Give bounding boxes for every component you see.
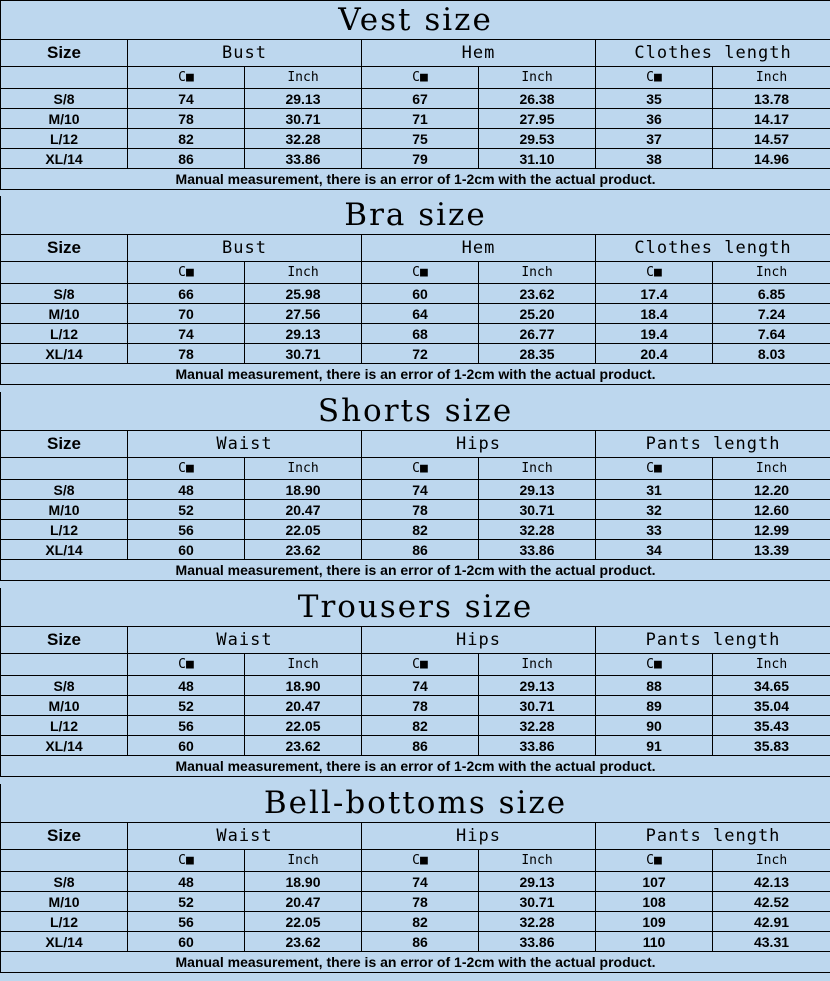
measurement-cell: 86 [362, 540, 479, 560]
table-row [1, 872, 830, 892]
measurement-cell: 78 [362, 892, 479, 912]
size-cell: L/12 [1, 912, 128, 932]
size-table [0, 392, 830, 581]
measurement-cell: 31 [596, 480, 713, 500]
measurement-cell: 48 [128, 676, 245, 696]
measurement-cell: 25.20 [479, 304, 596, 324]
measurement-group-header: Hips [362, 627, 596, 654]
measurement-cell: 38 [596, 149, 713, 169]
section-title: Shorts size [1, 392, 830, 431]
measurement-cell: 75 [362, 129, 479, 149]
measurement-cell: 78 [362, 696, 479, 716]
size-table-section [0, 0, 830, 196]
measurement-cell: 109 [596, 912, 713, 932]
unit-header: Inch [245, 654, 362, 676]
measurement-cell: 20.47 [245, 696, 362, 716]
section-title: Bell-bottoms size [1, 784, 830, 823]
section-title: Bra size [1, 196, 830, 235]
measurement-cell: 30.71 [479, 892, 596, 912]
size-cell: M/10 [1, 500, 128, 520]
measurement-cell: 78 [128, 344, 245, 364]
measurement-cell: 33.86 [479, 932, 596, 952]
measurement-cell: 12.20 [713, 480, 830, 500]
measurement-cell: 31.10 [479, 149, 596, 169]
unit-header: Inch [479, 458, 596, 480]
unit-header: Inch [479, 654, 596, 676]
table-row [1, 716, 830, 736]
measurement-cell: 23.62 [245, 736, 362, 756]
unit-header: C■ [362, 654, 479, 676]
measurement-cell: 23.62 [245, 932, 362, 952]
measurement-cell: 89 [596, 696, 713, 716]
measurement-cell: 13.39 [713, 540, 830, 560]
measurement-cell: 64 [362, 304, 479, 324]
size-unit-blank-cell [1, 850, 128, 872]
measurement-cell: 34 [596, 540, 713, 560]
size-unit-blank-cell [1, 654, 128, 676]
measurement-cell: 67 [362, 89, 479, 109]
measurement-cell: 35 [596, 89, 713, 109]
measurement-cell: 56 [128, 912, 245, 932]
table-row [1, 520, 830, 540]
measurement-group-header: Bust [128, 235, 362, 262]
size-cell: L/12 [1, 520, 128, 540]
unit-header: Inch [713, 67, 830, 89]
size-cell: S/8 [1, 480, 128, 500]
measurement-cell: 60 [362, 284, 479, 304]
measurement-note: Manual measurement, there is an error of 1-2cm with the actual product. [1, 952, 830, 973]
table-row [1, 149, 830, 169]
measurement-cell: 14.96 [713, 149, 830, 169]
measurement-cell: 29.13 [245, 89, 362, 109]
measurement-note: Manual measurement, there is an error of 1-2cm with the actual product. [1, 560, 830, 581]
section-title: Vest size [1, 1, 830, 40]
measurement-group-header: Pants length [596, 823, 830, 850]
measurement-cell: 13.78 [713, 89, 830, 109]
measurement-cell: 20.47 [245, 500, 362, 520]
measurement-cell: 18.90 [245, 480, 362, 500]
unit-header: C■ [128, 262, 245, 284]
size-table [0, 784, 830, 973]
measurement-cell: 29.13 [479, 480, 596, 500]
measurement-group-header: Hips [362, 823, 596, 850]
size-cell: XL/14 [1, 540, 128, 560]
measurement-cell: 33.86 [479, 736, 596, 756]
size-column-header: Size [1, 431, 128, 458]
section-title: Trousers size [1, 588, 830, 627]
size-cell: M/10 [1, 892, 128, 912]
table-row [1, 324, 830, 344]
size-table-section [0, 392, 830, 588]
measurement-cell: 68 [362, 324, 479, 344]
table-row [1, 500, 830, 520]
measurement-cell: 17.4 [596, 284, 713, 304]
measurement-cell: 86 [362, 932, 479, 952]
measurement-group-header: Pants length [596, 627, 830, 654]
unit-header: Inch [713, 458, 830, 480]
measurement-cell: 48 [128, 872, 245, 892]
measurement-cell: 20.47 [245, 892, 362, 912]
size-unit-blank-cell [1, 67, 128, 89]
measurement-note: Manual measurement, there is an error of 1-2cm with the actual product. [1, 756, 830, 777]
measurement-cell: 30.71 [479, 696, 596, 716]
size-cell: XL/14 [1, 932, 128, 952]
measurement-cell: 88 [596, 676, 713, 696]
size-cell: XL/14 [1, 736, 128, 756]
measurement-cell: 82 [362, 520, 479, 540]
measurement-cell: 48 [128, 480, 245, 500]
size-table [0, 588, 830, 777]
table-row [1, 129, 830, 149]
unit-header: Inch [479, 850, 596, 872]
unit-header: Inch [713, 850, 830, 872]
measurement-cell: 29.53 [479, 129, 596, 149]
measurement-cell: 7.24 [713, 304, 830, 324]
measurement-cell: 27.56 [245, 304, 362, 324]
unit-header: Inch [713, 262, 830, 284]
measurement-cell: 78 [362, 500, 479, 520]
measurement-cell: 86 [362, 736, 479, 756]
measurement-cell: 36 [596, 109, 713, 129]
size-cell: XL/14 [1, 149, 128, 169]
size-column-header: Size [1, 823, 128, 850]
measurement-cell: 108 [596, 892, 713, 912]
table-row [1, 344, 830, 364]
table-row [1, 676, 830, 696]
measurement-group-header: Waist [128, 627, 362, 654]
table-row [1, 89, 830, 109]
measurement-cell: 14.17 [713, 109, 830, 129]
unit-header: C■ [362, 67, 479, 89]
measurement-cell: 8.03 [713, 344, 830, 364]
measurement-cell: 42.91 [713, 912, 830, 932]
measurement-cell: 32.28 [479, 912, 596, 932]
size-table-section [0, 784, 830, 980]
table-row [1, 284, 830, 304]
measurement-cell: 18.4 [596, 304, 713, 324]
measurement-cell: 22.05 [245, 716, 362, 736]
unit-header: C■ [362, 458, 479, 480]
measurement-cell: 74 [128, 324, 245, 344]
measurement-cell: 70 [128, 304, 245, 324]
measurement-cell: 79 [362, 149, 479, 169]
measurement-group-header: Hem [362, 235, 596, 262]
table-row [1, 696, 830, 716]
measurement-cell: 23.62 [479, 284, 596, 304]
measurement-cell: 42.52 [713, 892, 830, 912]
unit-header: C■ [596, 654, 713, 676]
measurement-cell: 22.05 [245, 520, 362, 540]
measurement-cell: 35.83 [713, 736, 830, 756]
measurement-cell: 29.13 [245, 324, 362, 344]
size-table-section [0, 196, 830, 392]
measurement-cell: 74 [362, 480, 479, 500]
unit-header: Inch [245, 262, 362, 284]
unit-header: C■ [362, 850, 479, 872]
size-cell: XL/14 [1, 344, 128, 364]
unit-header: C■ [596, 850, 713, 872]
measurement-cell: 71 [362, 109, 479, 129]
size-cell: L/12 [1, 129, 128, 149]
measurement-cell: 26.38 [479, 89, 596, 109]
unit-header: C■ [362, 262, 479, 284]
measurement-note: Manual measurement, there is an error of 1-2cm with the actual product. [1, 169, 830, 190]
measurement-cell: 33.86 [245, 149, 362, 169]
table-row [1, 480, 830, 500]
measurement-cell: 56 [128, 520, 245, 540]
measurement-cell: 52 [128, 892, 245, 912]
measurement-cell: 23.62 [245, 540, 362, 560]
measurement-group-header: Hips [362, 431, 596, 458]
unit-header: C■ [596, 458, 713, 480]
measurement-cell: 22.05 [245, 912, 362, 932]
measurement-cell: 33.86 [479, 540, 596, 560]
measurement-cell: 74 [128, 89, 245, 109]
measurement-cell: 72 [362, 344, 479, 364]
measurement-cell: 30.71 [479, 500, 596, 520]
size-column-header: Size [1, 627, 128, 654]
measurement-note: Manual measurement, there is an error of 1-2cm with the actual product. [1, 364, 830, 385]
measurement-cell: 90 [596, 716, 713, 736]
measurement-cell: 60 [128, 736, 245, 756]
table-row [1, 892, 830, 912]
unit-header: Inch [245, 67, 362, 89]
measurement-cell: 35.43 [713, 716, 830, 736]
measurement-cell: 32 [596, 500, 713, 520]
measurement-cell: 27.95 [479, 109, 596, 129]
measurement-cell: 42.13 [713, 872, 830, 892]
size-cell: L/12 [1, 324, 128, 344]
measurement-cell: 82 [362, 912, 479, 932]
measurement-group-header: Waist [128, 823, 362, 850]
measurement-cell: 12.99 [713, 520, 830, 540]
measurement-cell: 18.90 [245, 676, 362, 696]
unit-header: C■ [128, 458, 245, 480]
measurement-cell: 107 [596, 872, 713, 892]
size-table [0, 0, 830, 190]
measurement-cell: 14.57 [713, 129, 830, 149]
measurement-cell: 18.90 [245, 872, 362, 892]
measurement-cell: 19.4 [596, 324, 713, 344]
unit-header: C■ [128, 654, 245, 676]
measurement-cell: 56 [128, 716, 245, 736]
unit-header: C■ [128, 850, 245, 872]
measurement-group-header: Clothes length [596, 40, 830, 67]
measurement-cell: 86 [128, 149, 245, 169]
measurement-cell: 7.64 [713, 324, 830, 344]
measurement-group-header: Pants length [596, 431, 830, 458]
measurement-cell: 6.85 [713, 284, 830, 304]
size-cell: S/8 [1, 676, 128, 696]
measurement-cell: 29.13 [479, 872, 596, 892]
measurement-cell: 91 [596, 736, 713, 756]
size-unit-blank-cell [1, 262, 128, 284]
measurement-cell: 74 [362, 676, 479, 696]
measurement-group-header: Hem [362, 40, 596, 67]
size-cell: S/8 [1, 872, 128, 892]
size-cell: S/8 [1, 284, 128, 304]
table-row [1, 736, 830, 756]
measurement-cell: 74 [362, 872, 479, 892]
unit-header: Inch [479, 67, 596, 89]
measurement-cell: 28.35 [479, 344, 596, 364]
size-cell: M/10 [1, 304, 128, 324]
measurement-cell: 78 [128, 109, 245, 129]
measurement-cell: 29.13 [479, 676, 596, 696]
unit-header: Inch [713, 654, 830, 676]
measurement-group-header: Waist [128, 431, 362, 458]
table-row [1, 932, 830, 952]
unit-header: C■ [596, 67, 713, 89]
size-column-header: Size [1, 40, 128, 67]
measurement-cell: 60 [128, 932, 245, 952]
unit-header: Inch [479, 262, 596, 284]
measurement-cell: 32.28 [245, 129, 362, 149]
measurement-cell: 43.31 [713, 932, 830, 952]
measurement-cell: 32.28 [479, 716, 596, 736]
size-unit-blank-cell [1, 458, 128, 480]
unit-header: Inch [245, 458, 362, 480]
measurement-group-header: Bust [128, 40, 362, 67]
table-row [1, 304, 830, 324]
size-cell: M/10 [1, 109, 128, 129]
unit-header: C■ [128, 67, 245, 89]
size-cell: M/10 [1, 696, 128, 716]
measurement-cell: 35.04 [713, 696, 830, 716]
measurement-cell: 66 [128, 284, 245, 304]
measurement-cell: 32.28 [479, 520, 596, 540]
unit-header: Inch [245, 850, 362, 872]
measurement-cell: 37 [596, 129, 713, 149]
measurement-cell: 12.60 [713, 500, 830, 520]
measurement-cell: 82 [128, 129, 245, 149]
measurement-cell: 33 [596, 520, 713, 540]
measurement-cell: 30.71 [245, 109, 362, 129]
measurement-cell: 30.71 [245, 344, 362, 364]
size-column-header: Size [1, 235, 128, 262]
measurement-cell: 82 [362, 716, 479, 736]
size-table-section [0, 588, 830, 784]
measurement-group-header: Clothes length [596, 235, 830, 262]
measurement-cell: 26.77 [479, 324, 596, 344]
measurement-cell: 52 [128, 500, 245, 520]
size-cell: S/8 [1, 89, 128, 109]
measurement-cell: 52 [128, 696, 245, 716]
measurement-cell: 34.65 [713, 676, 830, 696]
table-row [1, 109, 830, 129]
size-cell: L/12 [1, 716, 128, 736]
table-row [1, 912, 830, 932]
measurement-cell: 110 [596, 932, 713, 952]
size-table [0, 196, 830, 385]
unit-header: C■ [596, 262, 713, 284]
measurement-cell: 60 [128, 540, 245, 560]
measurement-cell: 25.98 [245, 284, 362, 304]
measurement-cell: 20.4 [596, 344, 713, 364]
table-row [1, 540, 830, 560]
